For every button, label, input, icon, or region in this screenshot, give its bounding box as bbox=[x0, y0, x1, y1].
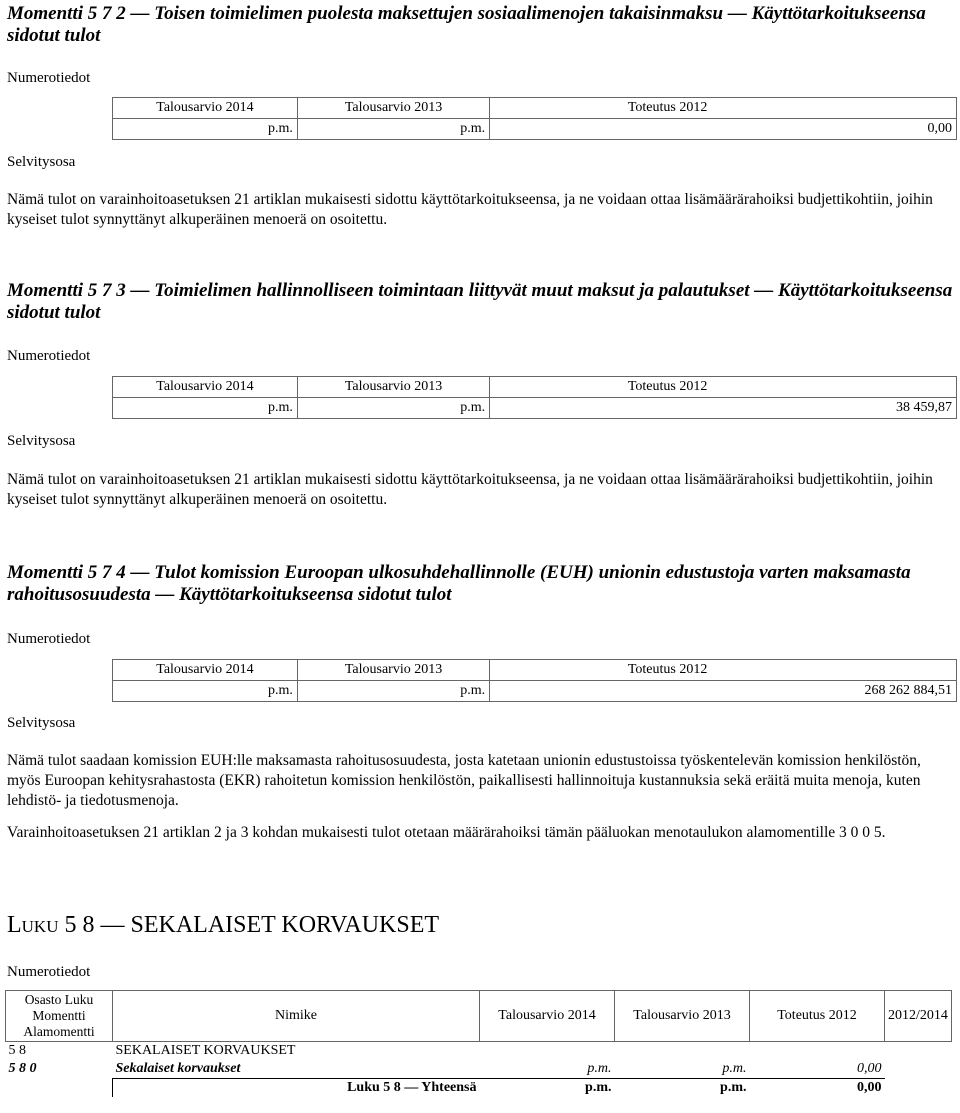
total-tot2012: 0,00 bbox=[750, 1079, 885, 1098]
header-codes bbox=[6, 991, 113, 1042]
section-2-heading: Momentti 5 7 3 — Toimielimen hallinnolliseen toimintaan liittyvät muut maksut ja palautukset — Käyttötarkoitukseensa sidotut tulot bbox=[7, 280, 953, 323]
chapter-table bbox=[5, 990, 952, 1097]
section-1-paragraph: Nämä tulot on varainhoitoasetuksen 21 artiklan mukaisesti sidottu käyttötarkoitukseensa, ja ne voidaan ottaa lisämäärärahoiksi budjettikohtiin, joihin kyseiset tulot synnyttänyt alkuperäinen menoerä on osoitettu. bbox=[7, 191, 933, 228]
section-2-selvitysosa: Selvitysosa bbox=[7, 433, 76, 449]
value-2013: p.m. bbox=[297, 119, 489, 140]
row-tb2014: p.m. bbox=[587, 1061, 612, 1076]
section-1-budget-table bbox=[112, 97, 957, 140]
col-toteutus-2012: Toteutus 2012 bbox=[490, 660, 957, 681]
total-tb2014: p.m. bbox=[480, 1079, 615, 1098]
value-2012: 268 262 884,51 bbox=[490, 681, 957, 702]
row-tb2014 bbox=[480, 1042, 615, 1061]
row-code: 5 8 0 bbox=[8, 1061, 37, 1077]
section-3-heading: Momentti 5 7 4 — Tulot komission Euroopan ulkosuhdehallinnolle (EUH) unionin edustustoja varten maksamasta rahoitusosuudesta — Käyttötarkoitukseensa sidotut tulot bbox=[7, 562, 911, 605]
row-ratio bbox=[885, 1042, 952, 1061]
chapter-luku-word: Luku bbox=[7, 912, 59, 938]
row-ratio bbox=[885, 1060, 952, 1079]
row-tb2013: p.m. bbox=[722, 1061, 747, 1076]
col-toteutus-2012: Toteutus 2012 bbox=[490, 377, 957, 398]
chapter-title: 5 8 — SEKALAISET KORVAUKSET bbox=[64, 912, 440, 938]
header-momentti: Momentti bbox=[32, 1008, 86, 1023]
value-2014: p.m. bbox=[113, 398, 298, 419]
section-3-numerotiedot: Numerotiedot bbox=[7, 631, 91, 647]
value-2013: p.m. bbox=[297, 398, 489, 419]
header-alamomentti: Alamomentti bbox=[23, 1024, 95, 1039]
total-row bbox=[6, 1079, 952, 1098]
value-2012: 38 459,87 bbox=[490, 398, 957, 419]
col-talousarvio-2013: Talousarvio 2013 bbox=[297, 98, 489, 119]
section-2-numerotiedot: Numerotiedot bbox=[7, 348, 91, 364]
col-talousarvio-2013: Talousarvio 2013 bbox=[297, 660, 489, 681]
row-tot2012 bbox=[750, 1042, 885, 1061]
header-tb2013: Talousarvio 2013 bbox=[615, 991, 750, 1042]
section-3-selvitysosa: Selvitysosa bbox=[7, 715, 76, 731]
section-1-numerotiedot: Numerotiedot bbox=[7, 70, 91, 86]
value-2014: p.m. bbox=[113, 119, 298, 140]
total-tb2013: p.m. bbox=[615, 1079, 750, 1098]
section-3-budget-table bbox=[112, 659, 957, 702]
value-2012: 0,00 bbox=[490, 119, 957, 140]
value-2014: p.m. bbox=[113, 681, 298, 702]
value-2013: p.m. bbox=[297, 681, 489, 702]
col-talousarvio-2014: Talousarvio 2014 bbox=[113, 377, 298, 398]
header-tb2014: Talousarvio 2014 bbox=[480, 991, 615, 1042]
section-1-heading: Momentti 5 7 2 — Toisen toimielimen puolesta maksettujen sosiaalimenojen takaisinmaksu — Käyttötarkoitukseensa sidotut tulot bbox=[7, 3, 926, 46]
table-row bbox=[6, 1042, 952, 1061]
row-name: Sekalaiset korvaukset bbox=[115, 1061, 241, 1076]
col-toteutus-2012: Toteutus 2012 bbox=[490, 98, 957, 119]
section-1-selvitysosa: Selvitysosa bbox=[7, 154, 76, 170]
row-tb2013 bbox=[615, 1042, 750, 1061]
section-2-budget-table bbox=[112, 376, 957, 419]
row-code: 5 8 bbox=[8, 1043, 26, 1058]
row-tot2012: 0,00 bbox=[857, 1061, 882, 1076]
col-talousarvio-2014: Talousarvio 2014 bbox=[113, 660, 298, 681]
table-row bbox=[6, 1060, 952, 1079]
col-talousarvio-2014: Talousarvio 2014 bbox=[113, 98, 298, 119]
chapter-numerotiedot: Numerotiedot bbox=[7, 964, 91, 980]
section-3-paragraph-2: Varainhoitoasetuksen 21 artiklan 2 ja 3 kohdan mukaisesti tulot otetaan määrärahoiksi tämän pääluokan menotaulukon alamomentille 3 0 0 5. bbox=[7, 824, 886, 841]
header-ratio: 2012/2014 bbox=[885, 991, 952, 1042]
section-3-paragraph-1: Nämä tulot saadaan komission EUH:lle maksamasta rahoitusosuudesta, josta katetaan unionin edustustoissa työskentelevän komission henkilöstön, myös Euroopan kehitysrahastosta (EKR) rahoitetun komission henkilöstön, paikallisesti hallinnoituja kustannuksia sekä eräitä muita menoja, kuten lehdistö- ja tiedotusmenoja. bbox=[7, 752, 921, 809]
row-name: SEKALAISET KORVAUKSET bbox=[115, 1043, 296, 1058]
header-nimike: Nimike bbox=[113, 991, 480, 1042]
col-talousarvio-2013: Talousarvio 2013 bbox=[297, 377, 489, 398]
header-osasto-luku: Osasto Luku bbox=[24, 992, 94, 1007]
section-2-paragraph: Nämä tulot on varainhoitoasetuksen 21 artiklan mukaisesti sidottu käyttötarkoitukseensa, ja ne voidaan ottaa lisämäärärahoiksi budjettikohtiin, joihin kyseiset tulot synnyttänyt alkuperäinen menoerä on osoitettu. bbox=[7, 471, 933, 508]
chapter-heading bbox=[7, 910, 439, 940]
header-tot2012: Toteutus 2012 bbox=[750, 991, 885, 1042]
total-label: Luku 5 8 — Yhteensä bbox=[113, 1079, 480, 1098]
